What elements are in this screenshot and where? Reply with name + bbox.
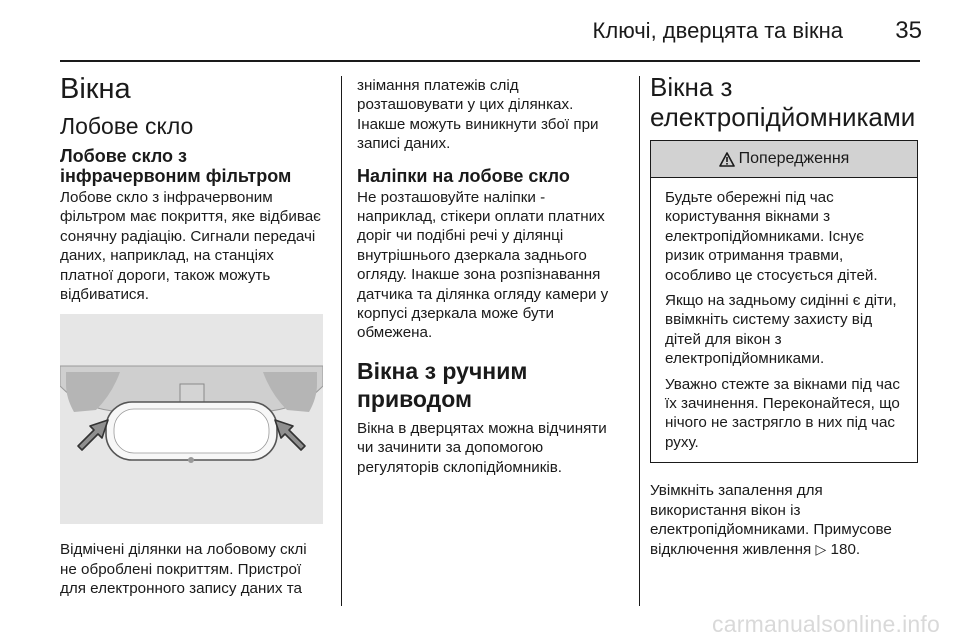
page-reference-icon: ▷: [815, 540, 827, 557]
windscreen-paragraph: Лобове скло з інфрачервоним фільтром має покриття, яке відбиває сонячну радіацію. Сигнали передачі даних, наприклад, на станціях платної дороги, також можуть відбиватися.: [60, 189, 321, 304]
page-number: 35: [895, 17, 922, 44]
column-2: [357, 76, 625, 477]
warning-paragraph-2: Якщо на задньому сидінні є діти, ввімкніть систему захисту від дітей для вікон з електропідйомниками.: [665, 292, 897, 368]
warning-header: [651, 141, 917, 178]
manual-windows-heading: Вікна з ручним приводом: [357, 357, 528, 412]
section-heading: Лобове скло з інфрачервоним фільтром: [60, 146, 292, 186]
ignition-paragraph: [650, 481, 920, 559]
column-divider-1: [341, 76, 342, 606]
column-1: [60, 72, 325, 599]
power-windows-title: Вікна з електропідйомниками: [650, 72, 916, 132]
stickers-heading: Наліпки на лобове скло: [357, 165, 570, 186]
header-rule: [60, 60, 920, 62]
stickers-paragraph: Не розташовуйте наліпки - наприклад, стікери оплати платних доріг чи подібні речі у ділянці внутрішнього дзеркала заднього огляду. Інакше зона розпізнавання датчика та ділянка огляду камери у корпусі дзеркала може бути обмежена.: [357, 188, 609, 342]
warning-box: [650, 140, 918, 463]
ignition-text: Увімкніть запалення для використання вікон із електропідйомниками. Примусове відключення живлення: [650, 482, 892, 558]
windscreen-figure: [60, 314, 323, 524]
page-reference[interactable]: 180.: [830, 540, 861, 558]
warning-body: [651, 178, 917, 462]
windscreen-illustration: [60, 314, 323, 524]
warning-paragraph-1: Будьте обережні під час користування вікнами з електропідйомниками. Існує ризик отримання травми, особливо це стосується дітей.: [665, 189, 878, 284]
continuation-paragraph: знімання платежів слід розташовувати у цих ділянках. Інакше можуть виникнути збої при записі даних.: [357, 77, 599, 153]
header-title: Ключі, дверцята та вікна: [592, 18, 843, 43]
column-divider-2: [639, 76, 640, 606]
manual-windows-paragraph: Вікна в дверцятах можна відчиняти чи зачинити за допомогою регуляторів склопідйомників.: [357, 419, 607, 476]
column-3: [650, 72, 920, 559]
chapter-title: Вікна: [60, 73, 131, 105]
figure-caption: Відмічені ділянки на лобовому склі не оброблені покриттям. Пристрої для електронного запису даних та: [60, 541, 307, 598]
warning-triangle-icon: [719, 152, 735, 167]
watermark: carmanualsonline.info: [712, 611, 940, 637]
warning-paragraph-3: Уважно стежте за вікнами під час їх зачинення. Переконайтеся, що нічого не застрягло в них під час руху.: [665, 375, 900, 451]
subsection-title: Лобове скло: [60, 113, 194, 139]
page-header: [0, 0, 960, 60]
warning-label: Попередження: [738, 150, 850, 167]
